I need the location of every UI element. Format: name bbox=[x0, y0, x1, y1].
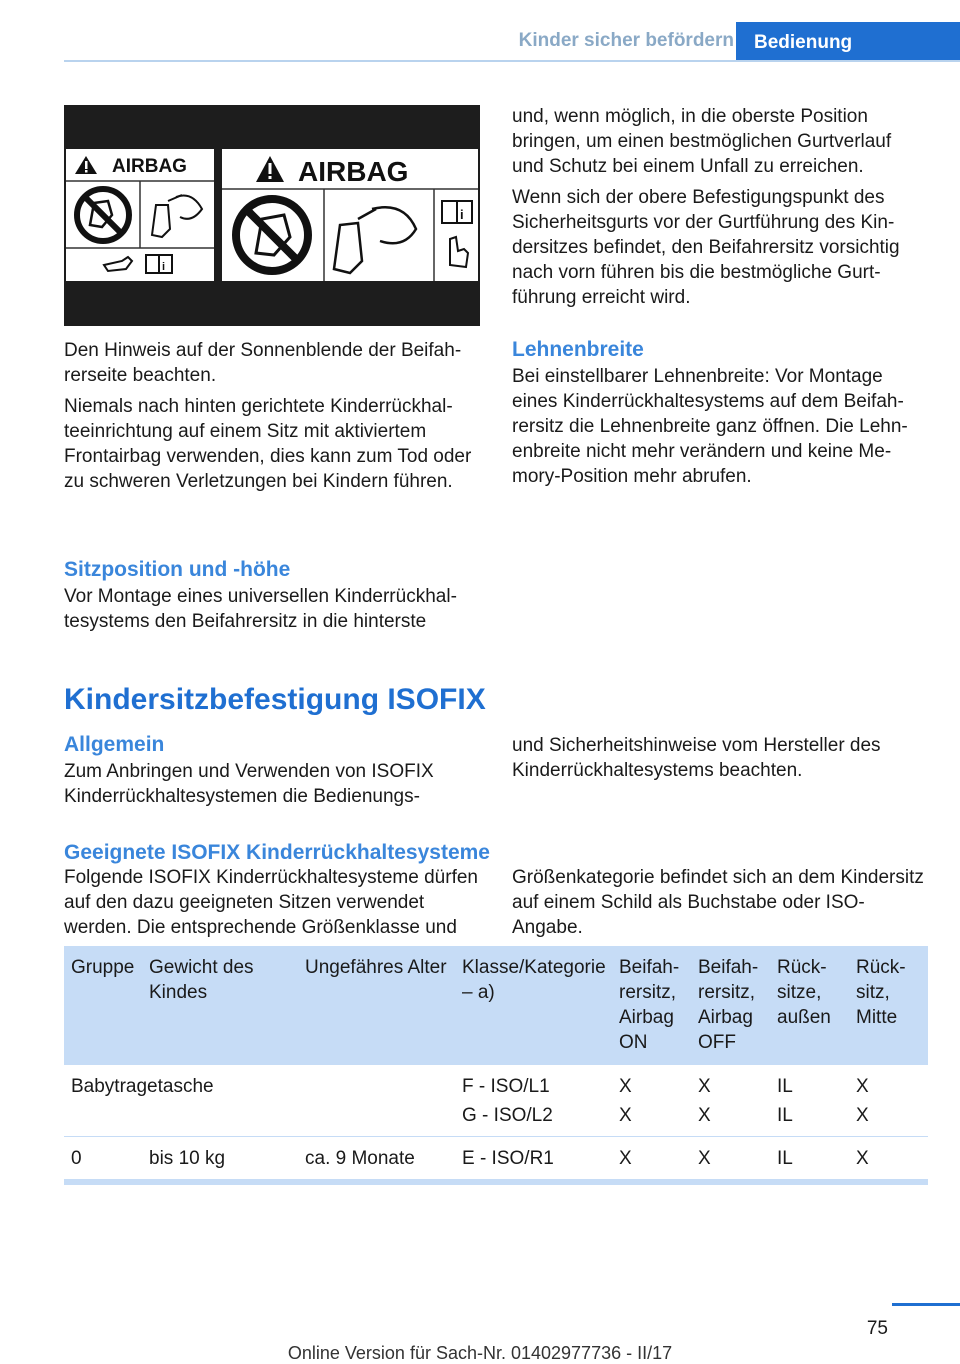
table-row bbox=[64, 1137, 928, 1183]
lehnenbreite-text: Bei einstellbarer Lehnenbreite: Vor Montage eines Kinderrückhaltesystems auf dem Beifahrersitz die Lehnenbreite ganz öffnen. Die Lehnenbreite nicht mehr verändern und keine Memory-Position mehr abrufen. bbox=[512, 366, 908, 487]
geeignete-heading-wrap bbox=[64, 839, 624, 867]
lehnenbreite-heading: Lehnenbreite bbox=[512, 338, 644, 361]
svg-text:i: i bbox=[162, 261, 166, 273]
header-ruecksitz-mitte: Rücksitz, Mitte bbox=[849, 946, 928, 1065]
sunvisor-note: Den Hinweis auf der Sonnenblende der Beifahrerseite beachten. bbox=[64, 340, 462, 386]
header-klasse: Klasse/Kategorie – a) bbox=[455, 946, 612, 1065]
rear-facing-warning: Niemals nach hinten gerichtete Kinderrückhalteeinrichtung auf einem Sitz mit aktiviertem Frontairbag verwenden, dies kann zum Tod oder zu schweren Verletzungen bei Kindern führen. bbox=[64, 396, 472, 492]
cell-mitte bbox=[849, 1065, 928, 1137]
allgemein-text-left: Zum Anbringen und Verwenden von ISOFIX Kinderrückhaltesystemen die Bedienungs- bbox=[64, 761, 434, 807]
table-row bbox=[64, 1065, 928, 1137]
isofix-table bbox=[64, 946, 928, 1185]
header-rule bbox=[64, 60, 960, 62]
cell-alter: ca. 9 Monate bbox=[298, 1137, 455, 1183]
cell-gruppe: Babytragetasche bbox=[64, 1065, 455, 1137]
cell-value: X bbox=[698, 1076, 711, 1097]
header-airbag-off: Beifahrersitz, Airbag OFF bbox=[691, 946, 770, 1065]
header-ruecksitze-aussen: Rücksitze, außen bbox=[770, 946, 849, 1065]
geeignete-text-right: Größenkategorie befindet sich an dem Kindersitz auf einem Schild als Buchstabe oder ISO-Angabe. bbox=[512, 867, 924, 938]
geeignete-right bbox=[512, 865, 928, 946]
allgemein-continued bbox=[512, 733, 928, 789]
cell-value: X bbox=[619, 1105, 632, 1126]
large-airbag-text: AIRBAG bbox=[298, 156, 409, 187]
sitzposition-section bbox=[64, 556, 480, 640]
header-alter: Ungefähres Alter bbox=[298, 946, 455, 1065]
belt-position-text: und, wenn möglich, in die oberste Position bringen, um einen bestmöglichen Gurtverlauf und Schutz bei einem Unfall zu erreichen. bbox=[512, 106, 892, 177]
page-number: 75 bbox=[866, 1318, 888, 1339]
left-column bbox=[64, 338, 480, 500]
isofix-title: Kindersitzbefestigung ISOFIX bbox=[64, 683, 486, 716]
allgemein-heading: Allgemein bbox=[64, 733, 165, 756]
airbag-warning-label-image bbox=[64, 105, 480, 326]
geeignete-text-left: Folgende ISOFIX Kinderrückhaltesysteme dürfen auf den dazu geeigneten Sitzen verwendet werden. Die entsprechende Größenklasse und bbox=[64, 867, 478, 938]
header-gewicht: Gewicht des Kindes bbox=[142, 946, 298, 1065]
lehnenbreite-section bbox=[512, 336, 928, 495]
small-airbag-text: AIRBAG bbox=[112, 156, 187, 177]
sitzposition-text: Vor Montage eines universellen Kinderrückhaltesystems den Beifahrersitz in die hinterste bbox=[64, 586, 457, 632]
cell-value: X bbox=[856, 1105, 869, 1126]
allgemein-section bbox=[64, 731, 480, 815]
cell-value: IL bbox=[777, 1105, 793, 1126]
allgemein-text-right: und Sicherheitshinweise vom Hersteller des Kinderrückhaltesystems beachten. bbox=[512, 735, 881, 781]
cell-airbag-off: X bbox=[691, 1137, 770, 1183]
cell-gewicht: bis 10 kg bbox=[142, 1137, 298, 1183]
cell-value: X bbox=[856, 1076, 869, 1097]
geeignete-left bbox=[64, 865, 480, 946]
cell-aussen bbox=[770, 1065, 849, 1137]
footer-rule bbox=[892, 1303, 960, 1306]
svg-text:i: i bbox=[460, 207, 464, 222]
header-gruppe: Gruppe bbox=[64, 946, 142, 1065]
cell-value: X bbox=[619, 1076, 632, 1097]
table-header-row bbox=[64, 946, 928, 1065]
running-header-section: Kinder sicher befördern bbox=[518, 30, 734, 51]
cell-airbag-on: X bbox=[612, 1137, 691, 1183]
cell-airbag-on bbox=[612, 1065, 691, 1137]
cell-klasse bbox=[455, 1065, 612, 1137]
cell-value: G - ISO/L2 bbox=[462, 1105, 553, 1126]
belt-anchor-text: Wenn sich der obere Befestigungspunkt des Sicherheitsgurts vor der Gurtführung des Kindersitzes befindet, den Beifahrersitz vorsichtig nach vorn führen bis die bestmögliche Gurtführung erreicht wird. bbox=[512, 187, 900, 308]
right-column bbox=[512, 104, 928, 316]
cell-aussen: IL bbox=[770, 1137, 849, 1183]
cell-value: X bbox=[698, 1105, 711, 1126]
sitzposition-heading: Sitzposition und -höhe bbox=[64, 558, 291, 581]
cell-klasse: E - ISO/R1 bbox=[455, 1137, 612, 1183]
cell-value: F - ISO/L1 bbox=[462, 1076, 550, 1097]
cell-mitte: X bbox=[849, 1137, 928, 1183]
geeignete-heading: Geeignete ISOFIX Kinderrückhaltesysteme bbox=[64, 841, 490, 864]
cell-value: IL bbox=[777, 1076, 793, 1097]
cell-gruppe: 0 bbox=[64, 1137, 142, 1183]
cell-airbag-off bbox=[691, 1065, 770, 1137]
online-version-footer: Online Version für Sach-Nr. 01402977736 - II/17 bbox=[287, 1343, 673, 1363]
chapter-tab: Bedienung bbox=[736, 22, 960, 62]
airbag-label-svg bbox=[64, 105, 480, 326]
header-airbag-on: Beifahrersitz, Airbag ON bbox=[612, 946, 691, 1065]
